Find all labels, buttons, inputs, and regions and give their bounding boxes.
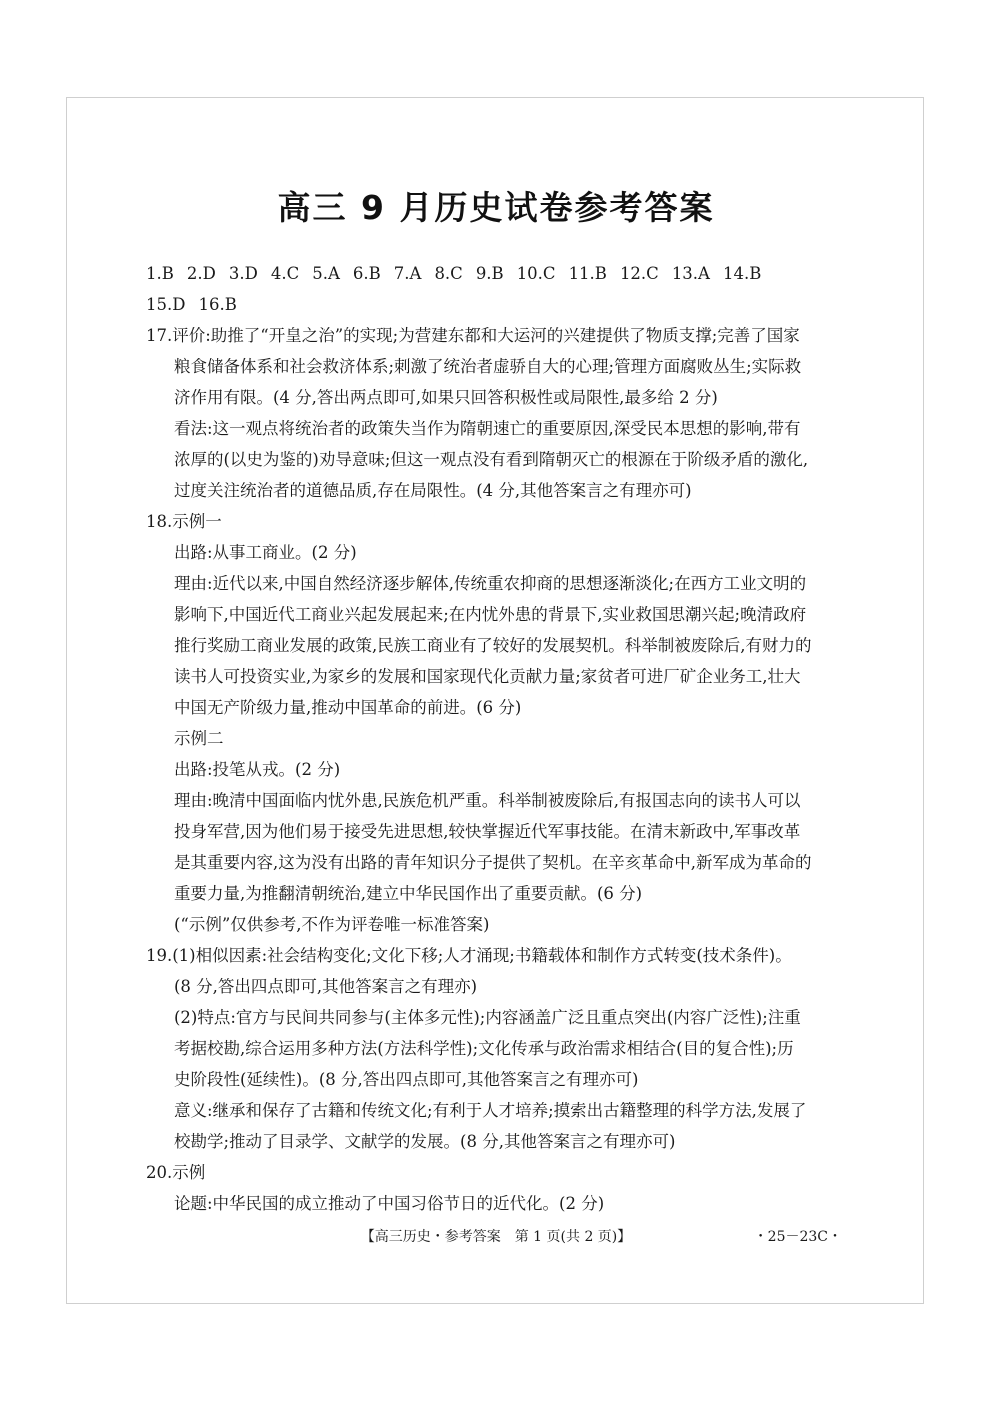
mc-answer: 6.B	[352, 264, 381, 283]
q18-line: 重要力量,为推翻清朝统治,建立中华民国作出了重要贡献。(6 分)	[174, 884, 643, 903]
footer-code: ・25－23C・	[753, 1229, 842, 1245]
mc-answer: 12.C	[619, 264, 659, 283]
q20-line: 论题:中华民国的成立推动了中国习俗节日的近代化。(2 分)	[174, 1194, 605, 1213]
q17-line: 看法:这一观点将统治者的政策失当作为隋朝速亡的重要原因,深受民本思想的影响,带有	[174, 419, 801, 438]
multiple-choice-answers	[146, 258, 856, 320]
q19-line: 考据校勘,综合运用多种方法(方法科学性);文化传承与政治需求相结合(目的复合性);历	[174, 1039, 794, 1058]
mc-answer: 16.B	[198, 295, 237, 314]
mc-answer: 14.B	[722, 264, 762, 283]
q18-line: 示例二	[174, 729, 224, 748]
q18-line: 推行奖励工商业发展的政策,民族工商业有了较好的发展契机。科举制被废除后,有财力的	[174, 636, 812, 655]
q19-line: 19.(1)相似因素:社会结构变化;文化下移;人才涌现;书籍载体和制作方式转变(技术条件)。	[146, 946, 792, 965]
q18-line: 出路:投笔从戎。(2 分)	[174, 760, 341, 779]
q18-line: 读书人可投资实业,为家乡的发展和国家现代化贡献力量;家贫者可进厂矿企业务工,壮大	[174, 667, 801, 686]
page-title: 高三 9 月历史试卷参考答案	[277, 188, 715, 227]
q18-line: 18.示例一	[146, 512, 222, 531]
q17-line: 浓厚的(以史为鉴的)劝导意味;但这一观点没有看到隋朝灭亡的根源在于阶级矛盾的激化,	[174, 450, 809, 469]
mc-answer: 9.B	[475, 264, 504, 283]
q17-line: 17.评价:助推了“开皇之治”的实现;为营建东都和大运河的兴建提供了物质支撑;完善了国家	[146, 326, 800, 345]
q18-line: 投身军营,因为他们易于接受先进思想,较快掌握近代军事技能。在清末新政中,军事改革	[174, 822, 801, 841]
q17-line: 粮食储备体系和社会救济体系;刺激了统治者虚骄自大的心理;管理方面腐败丛生;实际救	[174, 357, 802, 376]
q19-line: 校勘学;推动了目录学、文献学的发展。(8 分,其他答案言之有理亦可)	[174, 1132, 676, 1151]
q17-line: 济作用有限。(4 分,答出两点即可,如果只回答积极性或局限性,最多给 2 分)	[174, 388, 718, 407]
question-17	[146, 320, 856, 506]
mc-answer: 11.B	[568, 264, 607, 283]
question-19	[146, 940, 856, 1157]
answer-content	[146, 258, 856, 1219]
q18-line: 理由:近代以来,中国自然经济逐步解体,传统重农抑商的思想逐渐淡化;在西方工业文明的	[174, 574, 807, 593]
q18-line: (“示例”仅供参考,不作为评卷唯一标准答案)	[174, 915, 490, 934]
q20-line: 20.示例	[146, 1163, 206, 1182]
mc-answer: 5.A	[312, 264, 340, 283]
footer-page-info: 【高三历史・参考答案 第 1 页(共 2 页)】	[360, 1229, 632, 1245]
q18-line: 出路:从事工商业。(2 分)	[174, 543, 357, 562]
q18-line: 中国无产阶级力量,推动中国革命的前进。(6 分)	[174, 698, 522, 717]
mc-answer: 10.C	[516, 264, 556, 283]
mc-answer: 8.C	[434, 264, 463, 283]
mc-answer: 7.A	[393, 264, 422, 283]
q19-line: 史阶段性(延续性)。(8 分,答出四点即可,其他答案言之有理亦可)	[174, 1070, 639, 1089]
q19-line: 意义:继承和保存了古籍和传统文化;有利于人才培养;摸索出古籍整理的科学方法,发展了	[174, 1101, 807, 1120]
q18-line: 理由:晚清中国面临内忧外患,民族危机严重。科举制被废除后,有报国志向的读书人可以	[174, 791, 801, 810]
mc-answer: 3.D	[228, 264, 258, 283]
mc-answer: 15.D	[146, 295, 186, 314]
mc-row-2	[146, 289, 856, 320]
q19-line: (2)特点:官方与民间共同参与(主体多元性);内容涵盖广泛且重点突出(内容广泛性);注重	[174, 1008, 801, 1027]
mc-row-1	[146, 258, 856, 289]
question-20	[146, 1157, 856, 1219]
mc-answer: 2.D	[186, 264, 216, 283]
mc-answer: 13.A	[671, 264, 710, 283]
q19-line: (8 分,答出四点即可,其他答案言之有理亦)	[174, 977, 478, 996]
q18-line: 影响下,中国近代工商业兴起发展起来;在内忧外患的背景下,实业救国思潮兴起;晚清政府	[174, 605, 807, 624]
q17-line: 过度关注统治者的道德品质,存在局限性。(4 分,其他答案言之有理亦可)	[174, 481, 692, 500]
mc-answer: 4.C	[270, 264, 300, 283]
q18-line: 是其重要内容,这为没有出路的青年知识分子提供了契机。在辛亥革命中,新军成为革命的	[174, 853, 812, 872]
mc-answer: 1.B	[146, 264, 174, 283]
page-footer	[0, 1226, 992, 1250]
question-18	[146, 506, 856, 940]
